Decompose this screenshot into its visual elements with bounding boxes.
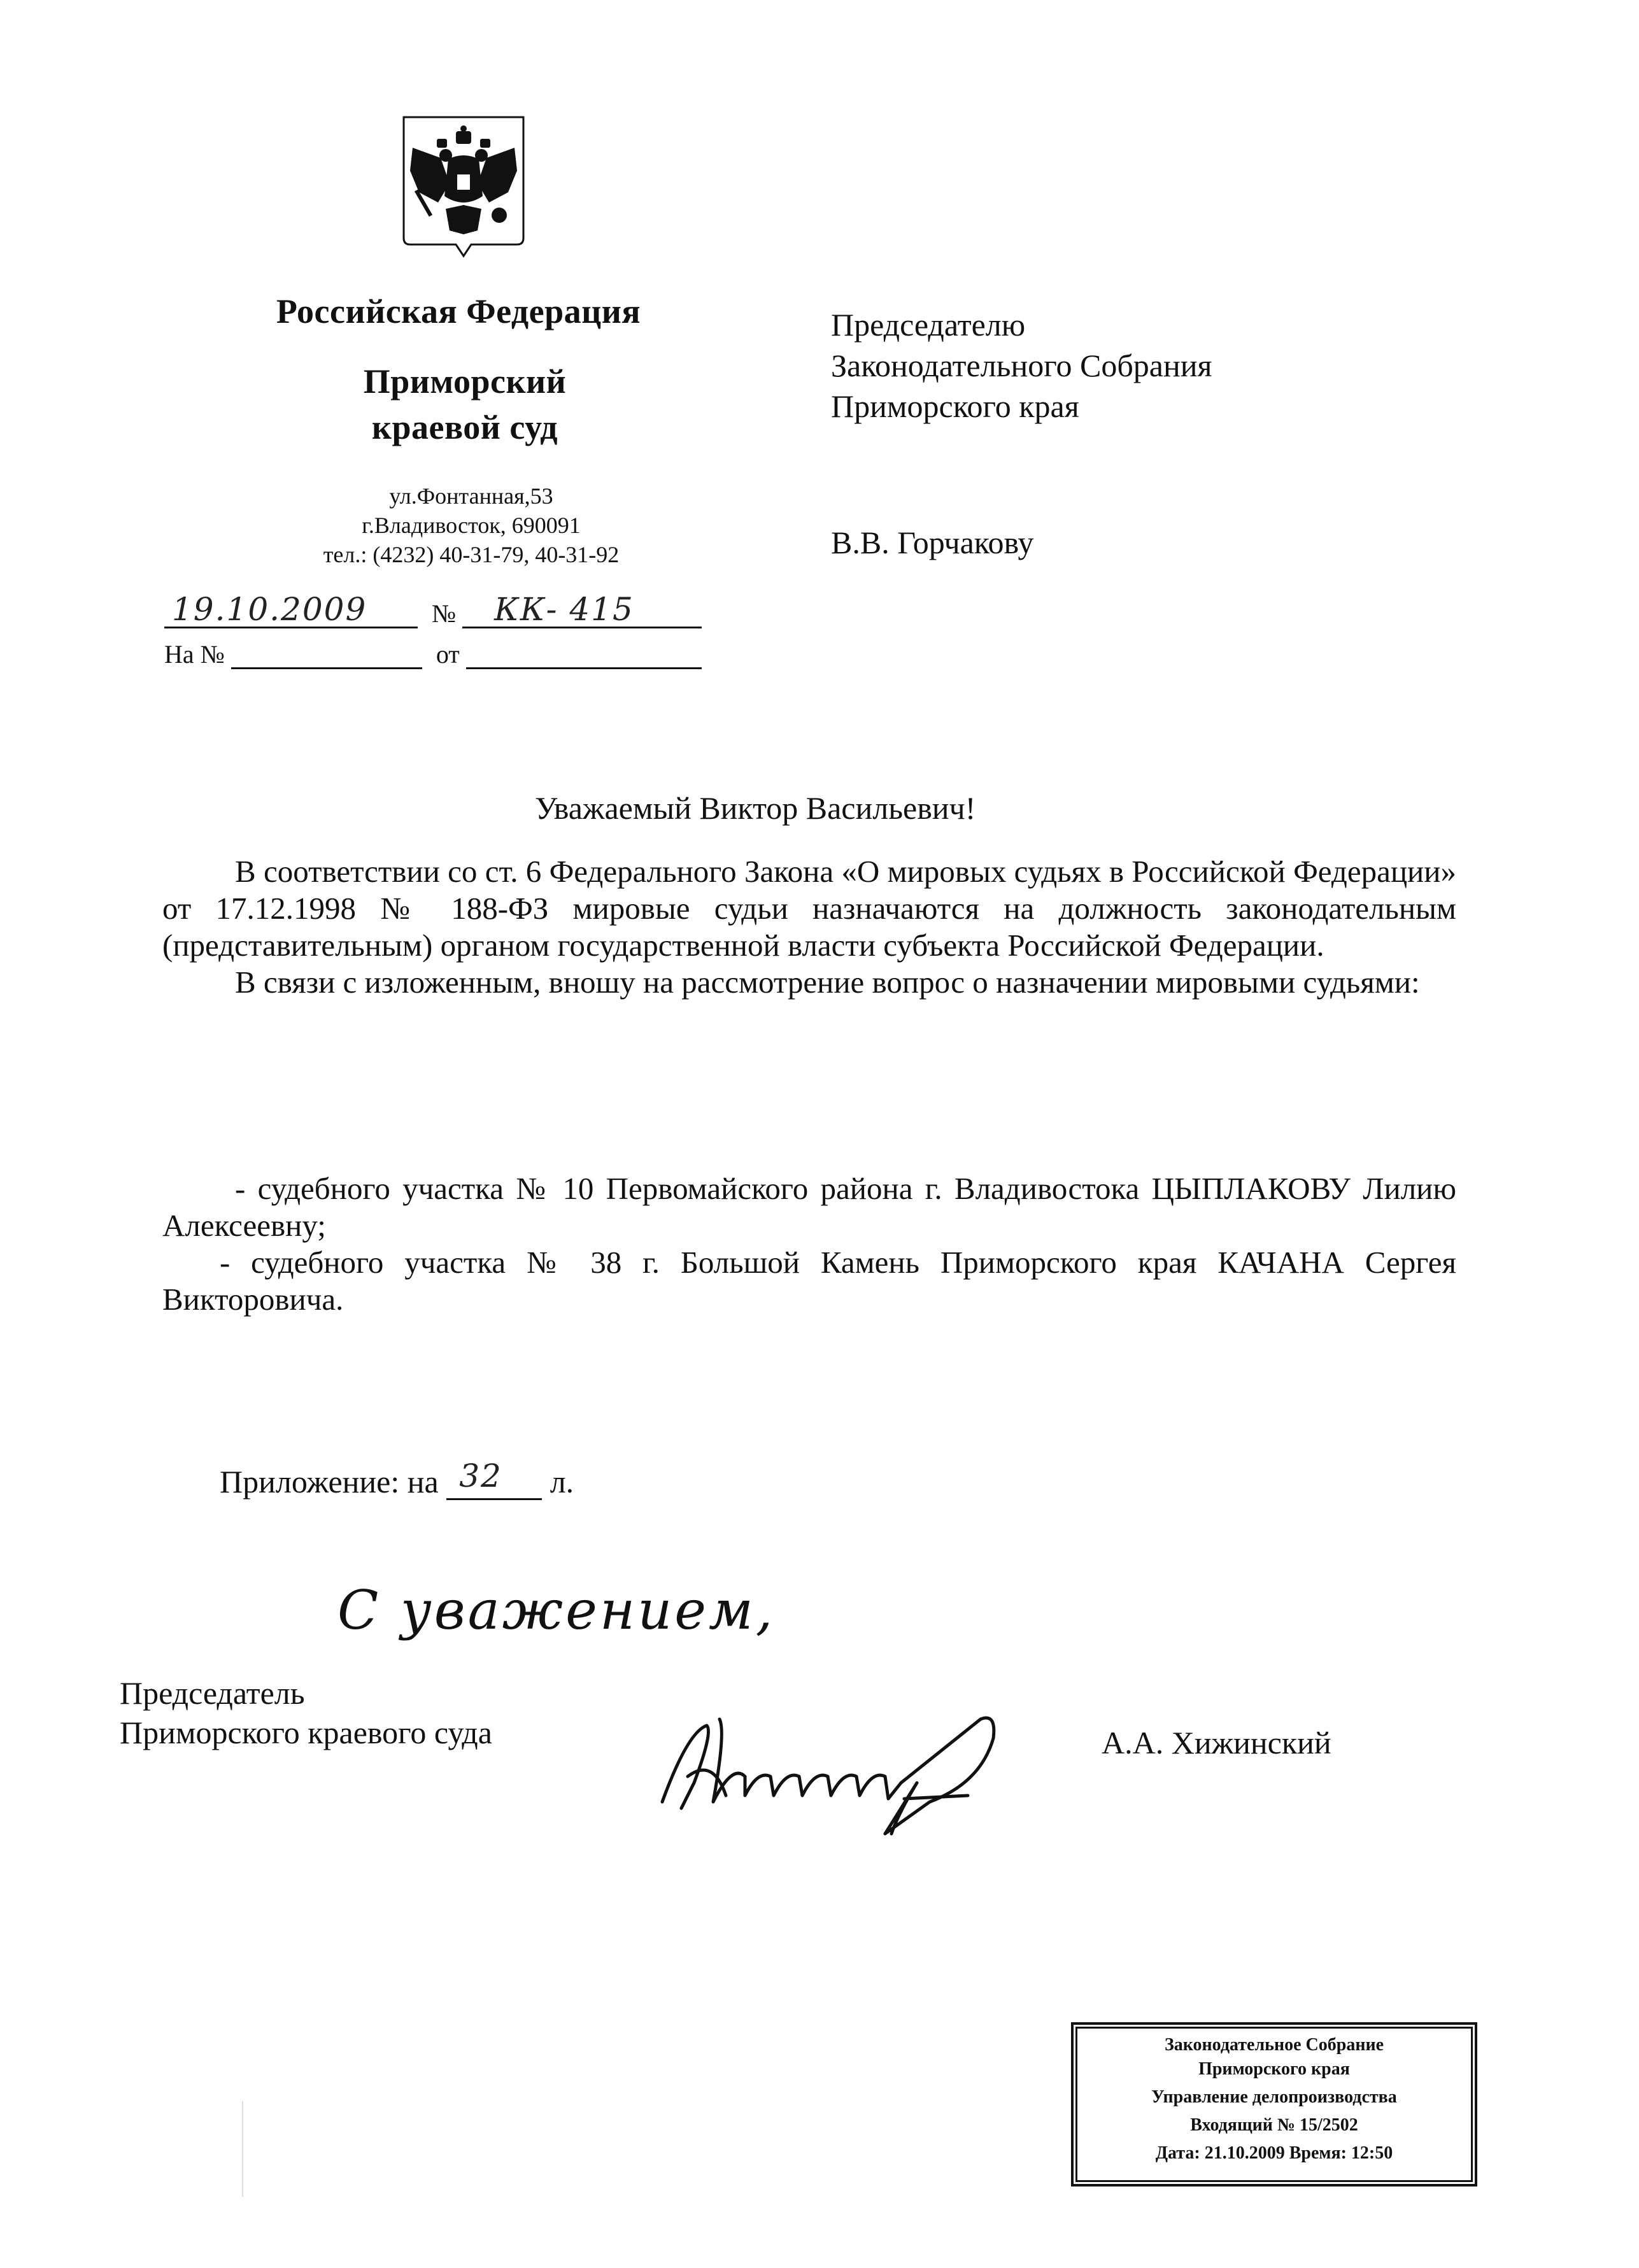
salutation: Уважаемый Виктор Васильевич! xyxy=(535,790,976,826)
letter-body xyxy=(162,853,1456,1001)
outgoing-date-field xyxy=(164,591,418,628)
stamp-department: Управление делопроизводства xyxy=(1151,2087,1397,2107)
scan-artifact-line xyxy=(242,2101,243,2197)
stamp-incoming-number: Входящий № 15/2502 xyxy=(1190,2115,1358,2135)
court-name-line1: Приморский xyxy=(363,362,567,400)
attachment-pages: 32 xyxy=(459,1457,502,1494)
nominee-item: - судебного участка № 10 Первомайского района г. Владивостока ЦЫПЛАКОВУ Лилию Алексеевну; xyxy=(162,1171,1456,1243)
reply-registration xyxy=(164,639,702,669)
handwritten-closing: С уважением, xyxy=(337,1579,776,1641)
stamp-date-time: Дата: 21.10.2009 Время: 12:50 xyxy=(1155,2143,1393,2163)
signature-icon xyxy=(649,1706,1044,1840)
attachment-line xyxy=(220,1457,574,1500)
paragraph-request: В связи с изложенным, вношу на рассмотрение вопрос о назначении мировыми судьями: xyxy=(235,965,1420,1000)
reply-date-field xyxy=(466,641,702,669)
signer-title xyxy=(120,1673,492,1752)
country-name: Российская Федерация xyxy=(276,292,641,330)
signer-title-line1: Председатель xyxy=(120,1675,305,1711)
incoming-stamp xyxy=(1071,2022,1477,2186)
addressee-block xyxy=(831,304,1212,427)
signer-title-line2: Приморского краевого суда xyxy=(120,1715,492,1750)
address-phone: тел.: (4232) 40-31-79, 40-31-92 xyxy=(323,542,620,567)
court-name-line2: краевой суд xyxy=(371,408,558,446)
stamp-org: Законодательное Собрание xyxy=(1164,2035,1384,2055)
paragraph-legal-basis: В соответствии со ст. 6 Федерального Закона «О мировых судьях в Российской Федерации» от 17.12.1998 № 188-ФЗ мировые судьи назначаются на должность законодательным (представительным) органом государственной власти субъекта Российской Федерации. xyxy=(162,854,1456,963)
addressee-region: Приморского края xyxy=(831,388,1079,424)
address-city: г.Владивосток, 690091 xyxy=(362,513,581,538)
court-address xyxy=(166,481,777,569)
reply-number-field xyxy=(231,641,422,669)
outgoing-number-field xyxy=(462,591,702,628)
reply-from-label: от xyxy=(436,640,460,669)
number-label: № xyxy=(432,599,457,628)
coat-of-arms-icon xyxy=(400,113,527,261)
attachment-label: Приложение: на xyxy=(220,1464,439,1499)
addressee-title: Председателю xyxy=(831,307,1026,343)
addressee-name: В.В. Горчакову xyxy=(831,525,1034,560)
addressee-org: Законодательного Собрания xyxy=(831,348,1212,383)
attachment-unit: л. xyxy=(550,1464,574,1499)
outgoing-registration xyxy=(164,591,702,628)
outgoing-date: 19.10.2009 xyxy=(172,591,367,628)
nominee-item: - судебного участка № 38 г. Большой Камень Приморского края КАЧАНА Сергея Викторовича. xyxy=(162,1245,1456,1317)
address-street: ул.Фонтанная,53 xyxy=(389,483,553,509)
outgoing-number: КК- 415 xyxy=(494,591,634,628)
signer-name: А.А. Хижинский xyxy=(1102,1725,1331,1761)
attachment-pages-field xyxy=(446,1457,542,1500)
nominee-list xyxy=(162,1170,1456,1318)
stamp-region: Приморского края xyxy=(1198,2059,1350,2079)
reply-number-label: На № xyxy=(164,640,225,669)
